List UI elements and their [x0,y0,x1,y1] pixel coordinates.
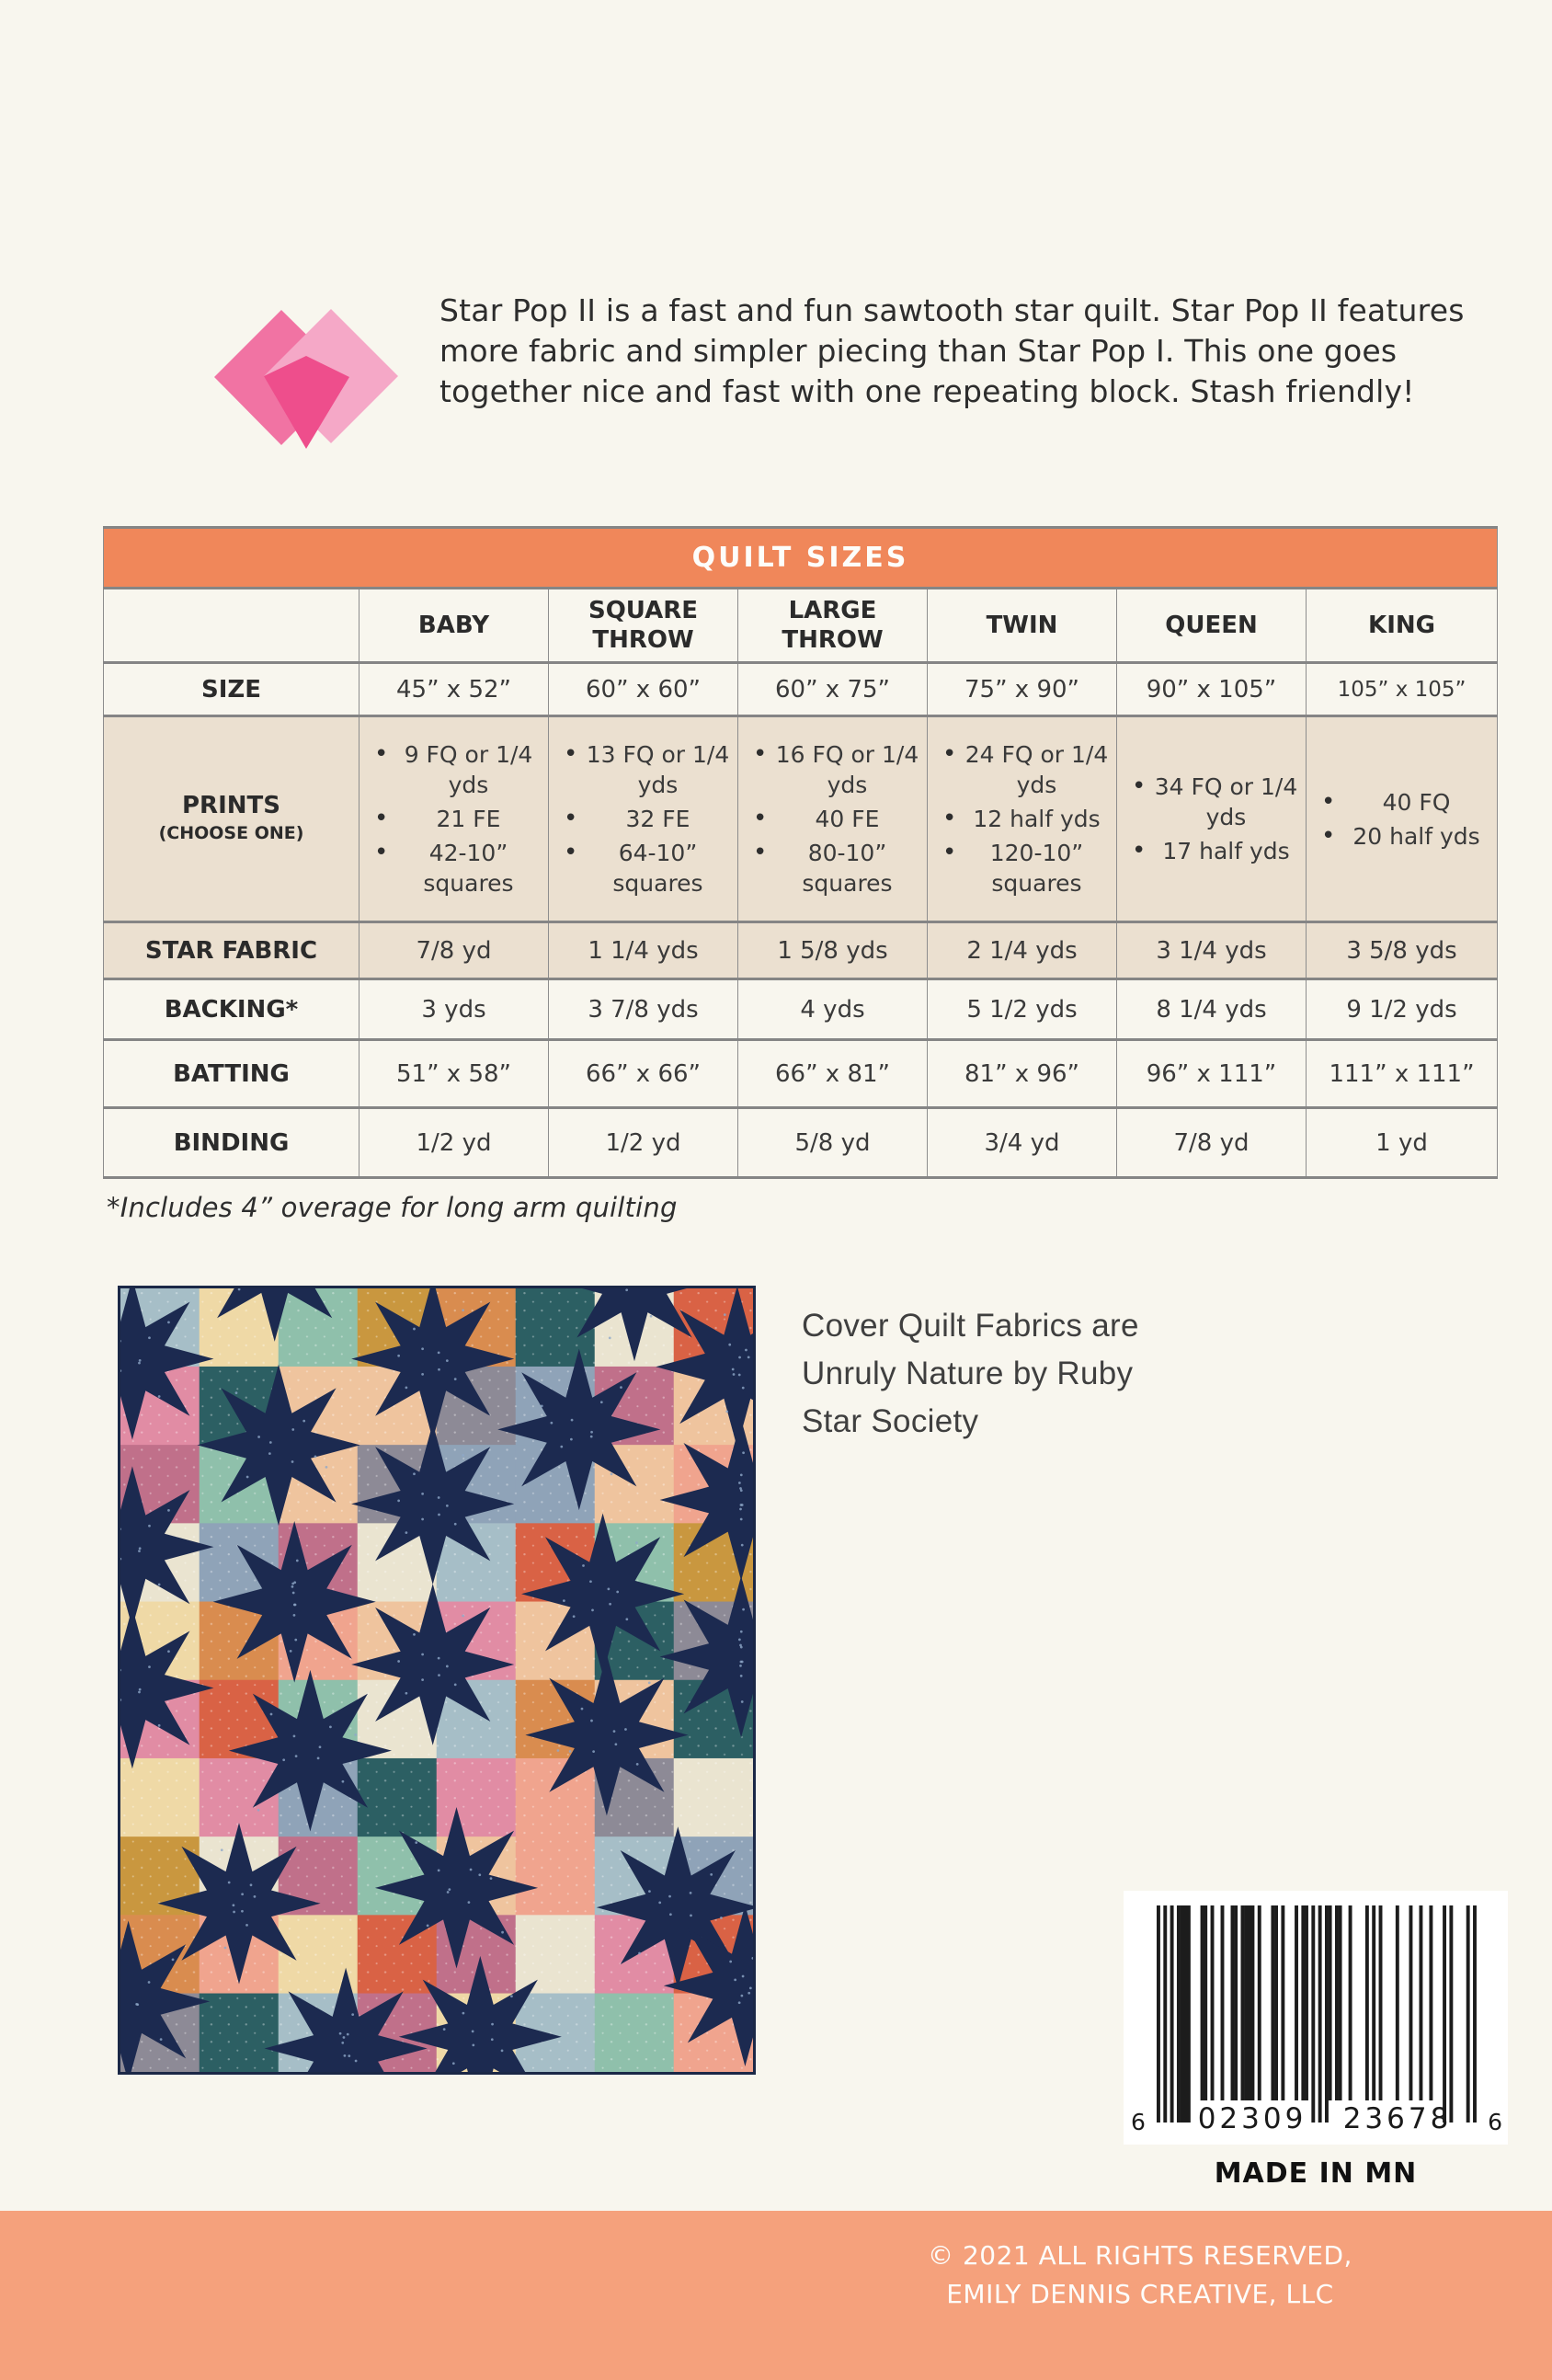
corner-cell [104,589,359,663]
backing-queen: 8 1/4 yds [1117,979,1307,1040]
footer-band [0,2211,1552,2380]
backing-large-throw: 4 yds [738,979,928,1040]
star-fabric-twin: 2 1/4 yds [928,922,1117,979]
batting-large-throw: 66” x 81” [738,1040,928,1108]
quilt-sizes-table [103,526,1498,1179]
backing-baby: 3 yds [359,979,549,1040]
prints-sublabel: (CHOOSE ONE) [158,822,304,843]
binding-queen: 7/8 yd [1117,1108,1307,1178]
batting-twin: 81” x 96” [928,1040,1117,1108]
prints-label: PRINTS (CHOOSE ONE) [104,716,359,922]
col-king: KING [1307,589,1498,663]
made-in-label: MADE IN MN [1214,2157,1418,2190]
backing-footnote: *Includes 4” overage for long arm quilting [107,1192,678,1223]
size-king: 105” x 105” [1307,663,1498,716]
prints-baby: • 9 FQ or 1/4 yds • 21 FE • 42-10” squares [359,716,549,922]
binding-king: 1 yd [1307,1108,1498,1178]
batting-queen: 96” x 111” [1117,1040,1307,1108]
barcode-digits [1124,2099,1508,2135]
col-twin: TWIN [928,589,1117,663]
heart-logo [198,294,418,478]
binding-square-throw: 1/2 yd [549,1108,738,1178]
size-baby: 45” x 52” [359,663,549,716]
size-label: SIZE [104,663,359,716]
star-fabric-row [104,922,1498,979]
backing-label: BACKING* [104,979,359,1040]
batting-king: 111” x 111” [1307,1040,1498,1108]
col-baby: BABY [359,589,549,663]
prints-twin: • 24 FQ or 1/4 yds • 12 half yds • 120-10” squares [928,716,1117,922]
star-fabric-square-throw: 1 1/4 yds [549,922,738,979]
col-square-throw: SQUARE THROW [549,589,738,663]
batting-baby: 51” x 58” [359,1040,549,1108]
intro-paragraph: Star Pop II is a fast and fun sawtooth star quilt. Star Pop II features more fabric and simpler piecing than Star Pop I. This one goes together nice and fast with one repeating block. Stash friendly! [439,292,1465,409]
batting-label: BATTING [104,1040,359,1108]
star-fabric-large-throw: 1 5/8 yds [738,922,928,979]
table-title-row [104,528,1498,589]
barcode-left-digit: 6 [1131,2109,1146,2135]
prints-row [104,716,1498,922]
backing-king: 9 1/2 yds [1307,979,1498,1040]
copyright-text: © 2021 ALL RIGHTS RESERVED, EMILY DENNIS CREATIVE, LLC [928,2240,1352,2309]
size-square-throw: 60” x 60” [549,663,738,716]
barcode [1124,1891,1508,2145]
column-header-row [104,589,1498,663]
batting-square-throw: 66” x 66” [549,1040,738,1108]
star-fabric-label: STAR FABRIC [104,922,359,979]
batting-row [104,1040,1498,1108]
backing-square-throw: 3 7/8 yds [549,979,738,1040]
star-fabric-king: 3 5/8 yds [1307,922,1498,979]
prints-square-throw: • 13 FQ or 1/4 yds • 32 FE • 64-10” squares [549,716,738,922]
binding-twin: 3/4 yd [928,1108,1117,1178]
star-fabric-queen: 3 1/4 yds [1117,922,1307,979]
barcode-group2: 23678 [1342,2102,1453,2135]
star-fabric-baby: 7/8 yd [359,922,549,979]
binding-large-throw: 5/8 yd [738,1108,928,1178]
col-queen: QUEEN [1117,589,1307,663]
table-title: QUILT SIZES [104,528,1498,589]
size-twin: 75” x 90” [928,663,1117,716]
cover-fabrics-note: Cover Quilt Fabrics are Unruly Nature by Ruby Star Society [802,1308,1139,1439]
binding-row [104,1108,1498,1178]
barcode-right-digit: 6 [1488,2109,1502,2135]
barcode-group1: 02309 [1197,2102,1307,2135]
size-large-throw: 60” x 75” [738,663,928,716]
size-row [104,663,1498,716]
prints-queen: • 34 FQ or 1/4 yds • 17 half yds [1117,716,1307,922]
col-large-throw: LARGE THROW [738,589,928,663]
quilt-graphic [120,1288,753,2072]
backing-row [104,979,1498,1040]
binding-baby: 1/2 yd [359,1108,549,1178]
prints-large-throw: • 16 FQ or 1/4 yds • 40 FE • 80-10” squares [738,716,928,922]
backing-twin: 5 1/2 yds [928,979,1117,1040]
prints-king: • 40 FQ • 20 half yds [1307,716,1498,922]
cover-quilt-image [118,1286,756,2075]
binding-label: BINDING [104,1108,359,1178]
size-queen: 90” x 105” [1117,663,1307,716]
